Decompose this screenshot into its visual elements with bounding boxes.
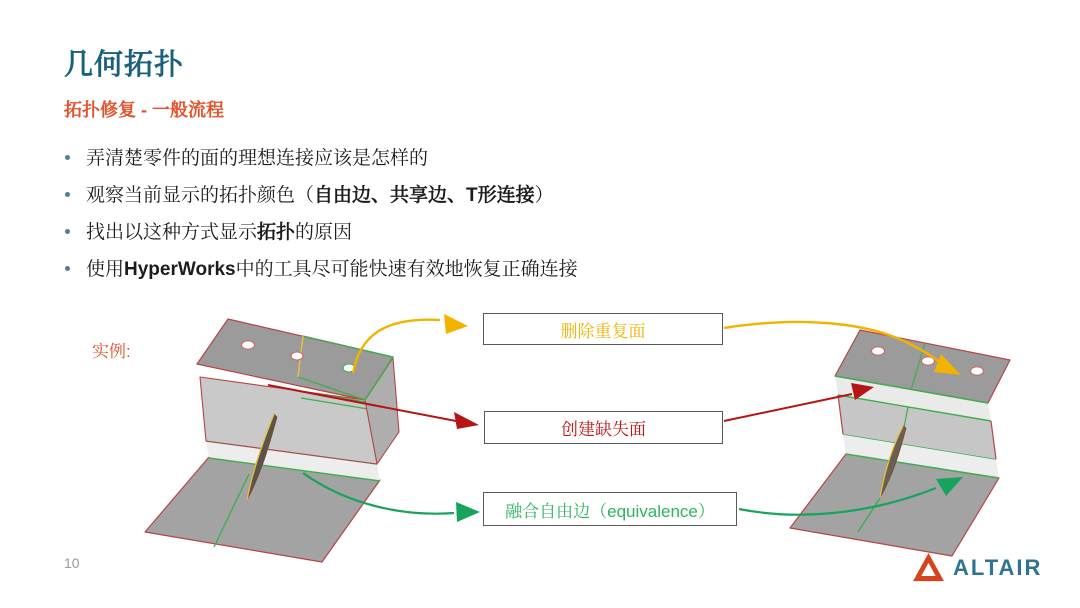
altair-triangle-icon — [912, 552, 945, 583]
bullet-text: 中的工具尽可能快速有效地恢复正确连接 — [235, 259, 578, 280]
flow-box-equivalence-free-edges — [483, 492, 737, 526]
altair-logo-text: ALTAIR — [953, 554, 1043, 580]
yellow-arrowhead — [444, 314, 468, 334]
slide-subtitle: 拓扑修复 - 一般流程 — [64, 100, 224, 120]
bullet-text: 弄清楚零件的面的理想连接应该是怎样的 — [86, 148, 429, 169]
flow-box-label: 融合自由边（equivalence） — [505, 501, 715, 521]
right-model-hole — [872, 347, 885, 355]
right-model-3d — [790, 330, 1010, 556]
bullet-text: 找出以这种方式显示 — [86, 222, 258, 243]
green-arrowhead — [456, 502, 480, 522]
bullet-text: 使用 — [86, 259, 125, 280]
bullet-text: 的原因 — [295, 222, 353, 243]
red-arrowhead — [454, 412, 479, 429]
left-model-3d — [145, 319, 399, 562]
left-model-hole — [291, 352, 303, 360]
left-model-hole — [242, 341, 255, 349]
right-model-hole — [971, 367, 984, 375]
bullet-text-bold: 拓扑 — [257, 222, 296, 243]
example-label: 实例: — [92, 342, 131, 361]
slide-title: 几何拓扑 — [64, 49, 185, 81]
flow-box-label: 创建缺失面 — [561, 420, 646, 439]
flow-box-delete-duplicate-face — [483, 313, 723, 345]
bullet-text-bold: HyperWorks — [124, 259, 236, 280]
flow-box-label: 删除重复面 — [560, 321, 646, 341]
flow-box-create-missing-face — [484, 411, 723, 444]
altair-logo — [912, 552, 1042, 583]
page-number: 10 — [64, 555, 80, 571]
bullet-text: 观察当前显示的拓扑颜色（ — [86, 185, 315, 206]
bullet-text: ） — [534, 185, 554, 206]
bullet-text-bold: 自由边、共享边、T形连接 — [314, 185, 535, 206]
